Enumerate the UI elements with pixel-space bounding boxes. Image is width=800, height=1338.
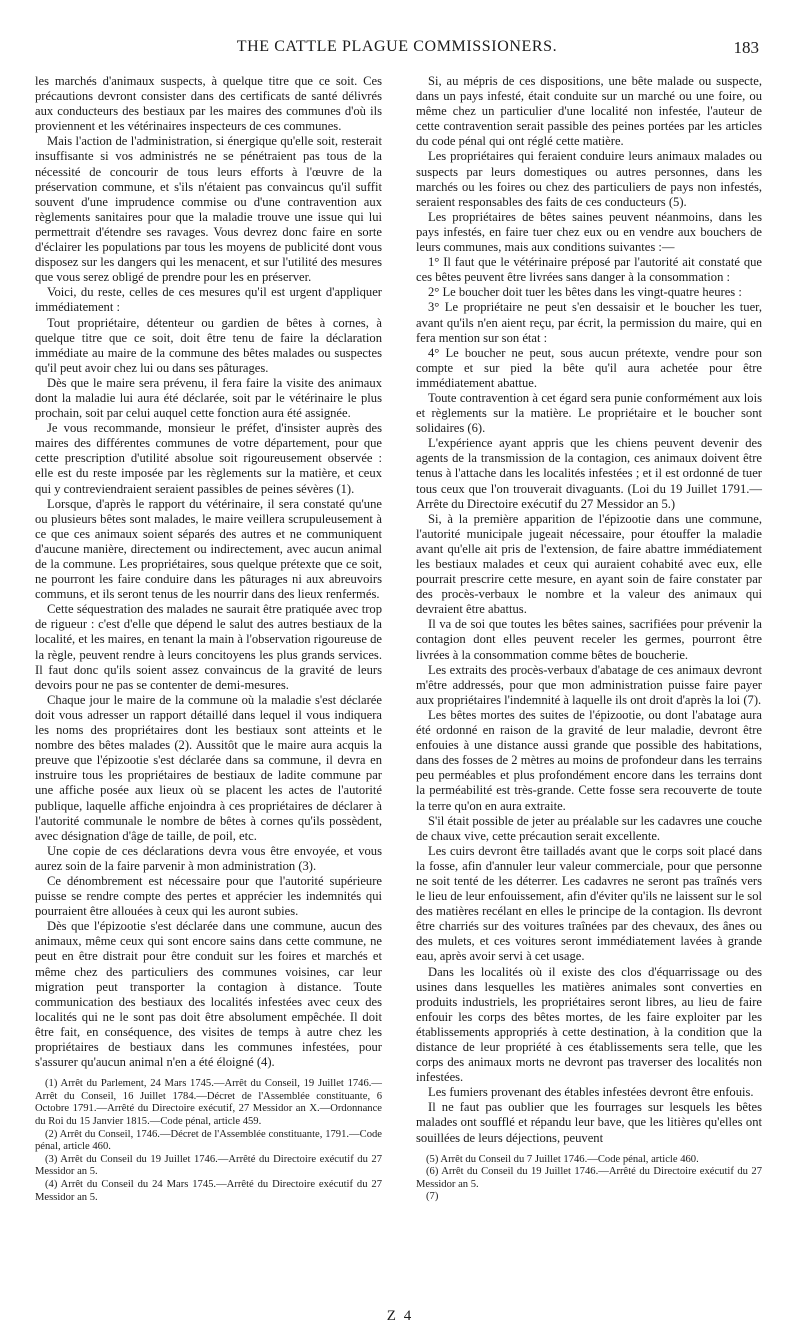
footnote: (2) Arrêt du Conseil, 1746.—Décret de l'Assemblée constituante, 1791.—Code pénal, article 460. — [35, 1128, 382, 1153]
paragraph: Chaque jour le maire de la commune où la maladie s'est déclarée doit vous adresser un rapport détaillé dans lequel il vous indiquera les noms des propriétaires dont les bestiaux sont atteints et le nombre des bêtes malades (2). Aussitôt que le maire aura acquis la preuve que l'épizootie s'est déclarée dans sa commune, il devra en instruire tous les propriétaires de bestiaux de ladite commune par une affiche posée aux lieux où se placent les actes de l'autorité publique, laquelle affiche enjoindra à ces propriétaires de déclarer à l'autorité communale le nombre de bêtes à cornes qu'ils possèdent, avec désignation d'âge de taille, de poil, etc. — [35, 692, 382, 843]
running-header — [35, 38, 759, 60]
paragraph: S'il était possible de jeter au préalable sur les cadavres une couche de chaux vive, cette précaution serait excellente. — [416, 813, 762, 843]
running-title: THE CATTLE PLAGUE COMMISSIONERS. — [236, 38, 558, 55]
paragraph: Cette séquestration des malades ne saurait être pratiquée avec trop de rigueur : c'est d'elle que dépend le salut des autres bestiaux de la localité, et les maires, en tenant la main à l'observation rigoureuse de la règle, peuvent rendre à leurs concitoyens les plus grands services. Il faut donc qu'ils soient assez convaincus de la gravité de leurs devoirs pour ne pas se contenter de demi-mesures. — [35, 602, 382, 692]
footnote: (6) Arrêt du Conseil du 19 Juillet 1746.—Arrêté du Directoire exécutif du 27 Messidor an 5. — [416, 1166, 762, 1190]
left-footnotes — [35, 1078, 382, 1204]
paragraph: Dès que l'épizootie s'est déclarée dans une commune, aucun des animaux, même ceux qui sont encore sains dans cette commune, ne peut en être distrait pour être conduit sur les foires et marchés et même chez des particuliers des communes voisines, car leur migration peut transporter la contagion à distance. Toute communication des bestiaux des localités infestées avec ceux des localités qui ne le sont pas doit être absolument empêchée. Il doit être fait, en conséquence, des visites de temps à autre chez les propriétaires de bestiaux dans les communes infestées, pour s'assurer qu'aucun animal n'en a été éloigné (4). — [35, 919, 382, 1070]
right-footnotes — [416, 1154, 762, 1204]
paragraph: L'expérience ayant appris que les chiens peuvent devenir des agents de la transmission de la contagion, ces animaux doivent être tenus à l'attache dans les localités infestées ; et il est ordonné de tuer tous ceux que l'on trouverait divaguants. (Loi du 19 Juillet 1791.—Arrête du Directoire exécutif du 27 Messidor an 5.) — [416, 436, 762, 511]
footnote: (5) Arrêt du Conseil du 7 Juillet 1746.—Code pénal, article 460. — [426, 1153, 699, 1165]
paragraph: Les cuirs devront être tailladés avant que le corps soit placé dans la fosse, afin d'annuler leur valeur commerciale, pour que personne ne soit tenté de les déterrer. Les cadavres ne seront pas traînés vers le lieu de leur enfouissement, afin d'éviter qu'ils ne laissent sur le sol des matières recélant en elles le principe de la contagion. Ils devront être charriés sur des voitures traînées par des chevaux, des ânes ou des mulets, et ces voitures seront immédiatement lavées à grande eau, après avoir servi à cet usage. — [416, 843, 762, 964]
paragraph: Je vous recommande, monsieur le préfet, d'insister auprès des maires des différentes communes de votre département, pour que cette prescription d'utilité absolue soit rigoureusement observée : elle est du reste imposée par les règlements sur la matière, et ceux qui y contreviendraient seraient passibles de peines sévères (1). — [35, 421, 382, 496]
paragraph: Voici, du reste, celles de ces mesures qu'il est urgent d'appliquer immédiatement : — [35, 285, 382, 315]
paragraph: Les extraits des procès-verbaux d'abatage de ces animaux devront m'être addressés, pour que mon administration puisse faire payer aux propriétaires l'indemnité à laquelle ils ont droit d'après la loi (7). — [416, 662, 762, 707]
paragraph: Une copie de ces déclarations devra vous être envoyée, et vous aurez soin de la faire parvenir à mon administration (3). — [35, 843, 382, 873]
paragraph: Si, au mépris de ces dispositions, une bête malade ou suspecte, dans un pays infesté, était conduite sur un marché ou une foire, ou même chez un particulier d'une localité non infestée, l'auteur de cette contravention serait passible des peines portées par les articles du code pénal qui ont réglé cette matière. — [416, 74, 762, 149]
footnote: (3) Arrêt du Conseil du 19 Juillet 1746.—Arrêté du Directoire exécutif du 27 Messidor an 5. — [35, 1153, 382, 1178]
right-body — [416, 74, 762, 1146]
left-column — [35, 74, 382, 1204]
paragraph: Dans les localités où il existe des clos d'équarrissage ou des usines dans lesquelles les matières animales sont converties en produits industriels, les propriétaires seront libres, au lieu de faire enfouir les corps des bêtes mortes, de les faire exploiter par les établissements appropriés à cette destination, à la condition que la distance de leur propriété à ces établissements sera telle, que les corps des animaux morts ne devront pas traverser des localités non infestées. — [416, 964, 762, 1085]
signature-mark: Z 4 — [386, 1308, 414, 1324]
footnote: (4) Arrêt du Conseil du 24 Mars 1745.—Arrêté du Directoire exécutif du 27 Messidor an 5. — [35, 1178, 382, 1203]
paragraph: Les propriétaires qui feraient conduire leurs animaux malades ou suspects par leurs domestiques ou autres personnes, dans les marchés ou les foires ou chez des particuliers de pays non infestés, seraient responsables des faits de ces conducteurs (5). — [416, 149, 762, 209]
paragraph: Les bêtes mortes des suites de l'épizootie, ou dont l'abatage aura été ordonné en raison de la gravité de leur maladie, devront être enfouies à une distance aussi grande que possible des habitations, dans des fosses de 2 mètres au moins de profondeur dans les terrains peu perméables et plus profondément encore dans les terrains dont la perméabilité est très-grande. Cette fosse sera recouverte de toute la terre qu'on en aura extraite. — [416, 707, 762, 813]
left-body — [35, 74, 382, 1070]
paragraph: Dès que le maire sera prévenu, il fera faire la visite des animaux dont la maladie lui aura été déclarée, soit par le vétérinaire le plus prochain, soit par celui auquel cette fonction aura été assignée. — [35, 375, 382, 421]
paragraph: Ce dénombrement est nécessaire pour que l'autorité supérieure puisse se rendre compte des pertes et apprécier les indemnités qui pourraient être allouées à ceux qui les auront subies. — [35, 873, 382, 919]
paragraph: Tout propriétaire, détenteur ou gardien de bêtes à cornes, à quelque titre que ce soit, doit être tenu de faire la déclaration immédiate au maire de la commune des bêtes malades ou suspectes qu'il peut avoir chez lui ou dans ses pâturages. — [35, 315, 382, 375]
paragraph: Toute contravention à cet égard sera punie conformément aux lois et règlements sur la matière. Le propriétaire et le boucher sont solidaires (6). — [416, 390, 762, 436]
paragraph: Lorsque, d'après le rapport du vétérinaire, il sera constaté qu'une ou plusieurs bêtes sont malades, le maire veillera scrupuleusement à ce que ces animaux soient séparés des autres et ne communiquent d'aucune manière, directement ou indirectement, avec aucun animal de la commune. Les propriétaires, sous quelque prétexte que ce soit, ne pourront les faire conduire dans les pâturages ni aux abreuvoirs communs, et ils seront tenus de les nourrir dans des lieux renfermés. — [35, 496, 382, 602]
page-number: 183 — [733, 38, 759, 57]
footnote: (7) — [426, 1191, 439, 1203]
paragraph: Il va de soi que toutes les bêtes saines, sacrifiées pour prévenir la contagion dont elles peuvent receler les germes, pourront être livrées à la consommation comme bêtes de boucherie. — [416, 617, 762, 662]
paragraph: les marchés d'animaux suspects, à quelque titre que ce soit. Ces précautions devront consister dans des certificats de santé délivrés aux conducteurs des bestiaux par les maires des communes d'où ils proviennent et les vétérinaires inspecteurs de ces communes. — [35, 74, 382, 134]
paragraph: Les fumiers provenant des étables infestées devront être enfouis. — [428, 1085, 754, 1100]
paragraph: 4° Le boucher ne peut, sous aucun prétexte, vendre pour son compte et sur pied la bête qu'il aura achetée pour être immédiatement abattue. — [416, 345, 762, 390]
paragraph: 3° Le propriétaire ne peut s'en dessaisir et le boucher les tuer, avant qu'ils n'en aient reçu, par écrit, la permission du maire, qui en fera mention sur son état : — [416, 300, 762, 345]
paragraph: Il ne faut pas oublier que les fourrages sur lesquels les bêtes malades ont soufflé et répandu leur bave, que les litières qu'elles ont souillées de leurs déjections, peuvent — [416, 1100, 762, 1145]
footnote: (1) Arrêt du Parlement, 24 Mars 1745.—Arrêt du Conseil, 19 Juillet 1746.—Arrêt du Conseil, 16 Juillet 1784.—Décret de l'Assemblée constituante, 6 Octobre 1791.—Arrêté du Directoire exécutif, 27 Messidor an X.—Ordonnance du Roi du 15 Janvier 1815.—Code pénal, article 459. — [35, 1078, 382, 1127]
paragraph: Les propriétaires de bêtes saines peuvent néanmoins, dans les pays infestés, en faire tuer chez eux ou en vendre aux bouchers de leurs communes, mais aux conditions suivantes :— — [416, 209, 762, 255]
right-column — [416, 74, 762, 1204]
paragraph: Mais l'action de l'administration, si énergique qu'elle soit, resterait insuffisante si vos administrés ne se pénétraient pas tous de la nécessité de concourir de tous leurs efforts à l'œuvre de la préservation commune, et s'ils n'étaient pas convaincus qu'il suffit souvent d'une imprudence commise ou d'une contravention aux règlements sanitaires pour que la maladie trouve une issue qui lui permettrait d'étendre ses ravages. Vous devrez donc faire en sorte d'éclairer les populations par tous les moyens de publicité dont vous disposez sur les dangers qui les menacent, et sur l'utilité des mesures que vous serez obligé de prendre pour les en préserver. — [35, 134, 382, 285]
paragraph: 1° Il faut que le vétérinaire préposé par l'autorité ait constaté que ces bêtes peuvent être livrées sans danger à la consommation : — [416, 255, 762, 285]
paragraph: 2° Le boucher doit tuer les bêtes dans les vingt-quatre heures : — [428, 285, 742, 300]
paragraph: Si, à la première apparition de l'épizootie dans une commune, l'autorité municipale jugeait nécessaire, pour étouffer la maladie avant qu'elle ait pris de l'extension, de faire abattre immédiatement les bestiaux malades et ceux qui auraient cohabité avec eux, elle pourrait prescrire cette mesure, en ayant soin de faire constater par des procès-verbaux le nombre et la valeur des animaux qui devraient être abattus. — [416, 511, 762, 617]
